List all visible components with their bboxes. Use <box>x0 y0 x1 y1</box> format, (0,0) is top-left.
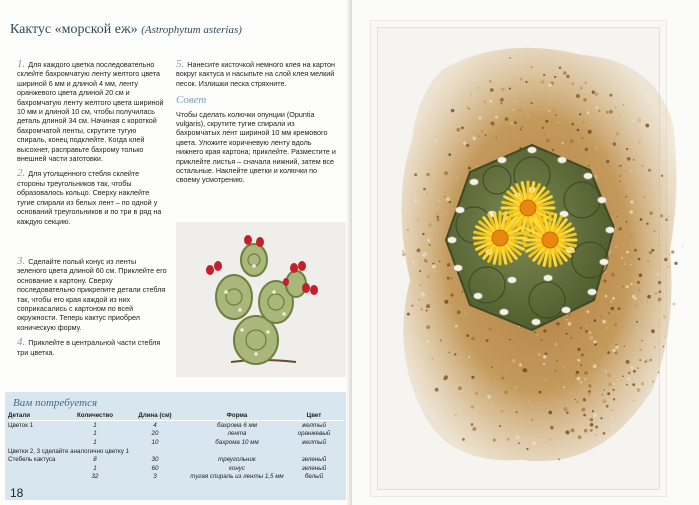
table-cell: 60 <box>151 464 159 472</box>
table-cell: лента <box>227 430 247 438</box>
table-cell <box>8 438 70 447</box>
table-row <box>8 464 344 473</box>
table-row <box>8 438 344 447</box>
table-cell: желтый <box>301 438 327 446</box>
table-cell: зеленый <box>301 464 327 472</box>
table-row <box>8 447 344 456</box>
advice-heading: Совет <box>176 94 207 107</box>
materials-table <box>8 411 344 481</box>
instructions-column-left-lower <box>17 257 167 363</box>
materials-box <box>5 392 347 500</box>
cactus-body <box>446 145 615 330</box>
table-cell: белый <box>304 473 324 481</box>
table-note: Цветки 2, 3 сделайте аналогично цветку 1 <box>8 447 129 455</box>
pad-small <box>286 271 306 297</box>
table-cell: 1 <box>93 430 97 438</box>
table-cell <box>8 473 70 482</box>
table-cell: треугольник <box>218 456 256 464</box>
step-number: 4. <box>17 336 26 349</box>
table-cell: желтый <box>301 421 327 429</box>
table-cell: тугая спираль из ленты 1,5 мм <box>190 473 284 481</box>
column-header: Длина (см) <box>120 411 190 421</box>
step-text: Сделайте полый конус из ленты зеленого цвета длиной 60 см. Приклейте его основание к картону. Сверху последовательно прикрепите детали стебля так, чтобы его края каждой из них соприкасались с картоном по всей окружности. Теперь кактус приобрел коническую форму. <box>17 257 167 332</box>
step-1 <box>17 60 167 163</box>
astrophytum-photo <box>352 0 699 505</box>
table-cell: 20 <box>151 430 159 438</box>
title-latin: (Astrophytum asterias) <box>141 24 242 36</box>
table-cell: Цветок 1 <box>8 421 34 429</box>
step-number: 1. <box>17 58 26 70</box>
instructions-column-left <box>17 60 167 232</box>
table-row <box>8 421 344 430</box>
column-header: Количество <box>70 411 120 421</box>
pad-top <box>241 244 267 276</box>
step-text: Для каждого цветка последовательно склейте бахромчатую ленту желтого цвета шириной 6 мм и длиной 4 мм, ленту оранжевого цвета длиной 20 см и бахромчатую ленту желтого цвета шириной 10 мм и длиной 10 см, чтобы получилась деталь длиной 34 см. Начиная с короткой бахромчатой ленты, скрутите тугую спираль, конец подклейте. Когда клей высохнет, расправьте бахрому только внешней части заготовки. <box>17 60 164 164</box>
step-4 <box>17 338 167 357</box>
materials-title: Вам потребуется <box>13 397 98 409</box>
pad-left <box>216 275 252 319</box>
table-row <box>8 430 344 439</box>
table-cell: конус <box>229 464 245 472</box>
table-cell: зеленый <box>301 456 327 464</box>
column-header: Форма <box>190 411 284 421</box>
table-cell: 4 <box>153 421 157 429</box>
table-cell <box>8 430 70 439</box>
table-cell: 1 <box>93 421 97 429</box>
table-cell: бахрома 6 мм <box>217 421 257 429</box>
instructions-column-right <box>176 60 336 191</box>
step-text: Приклейте в центральной части стебля три цветка. <box>17 338 161 357</box>
column-header: Детали <box>8 411 70 421</box>
table-cell <box>8 464 70 473</box>
table-cell: 1 <box>93 438 97 446</box>
step-text: Для утолщенного стебля склейте стороны треугольников так, чтобы образовалось кольцо. Сверху наклейте тугие спирали из белых лент – по одной у оснований треугольников и по три в ряд на каждую секцию. <box>17 169 162 226</box>
advice-text: Чтобы сделать колючки опунции (Opuntia vulgaris), скрутите тугие спирали из бахромчатых лент шириной 10 мм кремового цвета. Уложите коричневую ленту вдоль нижнего края картона; приклейте. Разместите и приклейте листья – сначала нижний, затем все остальные. Наклейте цветки и колючки по своему усмотрению. <box>176 109 336 185</box>
table-cell: 3 <box>153 473 157 481</box>
table-row <box>8 473 344 482</box>
step-number: 5. <box>176 58 185 70</box>
step-5 <box>176 60 336 88</box>
table-header-row <box>8 411 344 421</box>
table-cell: 30 <box>151 456 159 464</box>
table-cell: 8 <box>93 456 97 464</box>
table-cell: Стебель кактуса <box>8 456 56 464</box>
step-text: Нанесите кисточкой немного клея на картон вокруг кактуса и насыпьте на слой клея мелкий песок. Излишки песка стряхните. <box>176 60 335 88</box>
table-cell: бахрома 10 мм <box>215 438 259 446</box>
step-2 <box>17 169 167 225</box>
step-number: 2. <box>17 167 26 180</box>
title-main: Кактус «морской еж» <box>10 22 138 37</box>
opuntia-photo <box>176 222 346 377</box>
table-row <box>8 455 344 464</box>
table-cell: оранжевый <box>297 430 331 438</box>
table-cell: 32 <box>91 473 99 481</box>
table-cell: 1 <box>93 464 97 472</box>
page-title <box>10 22 340 38</box>
page-number: 18 <box>10 486 24 500</box>
step-3 <box>17 257 167 332</box>
column-header: Цвет <box>284 411 344 421</box>
step-number: 3. <box>17 255 26 267</box>
table-cell: 10 <box>151 438 159 446</box>
